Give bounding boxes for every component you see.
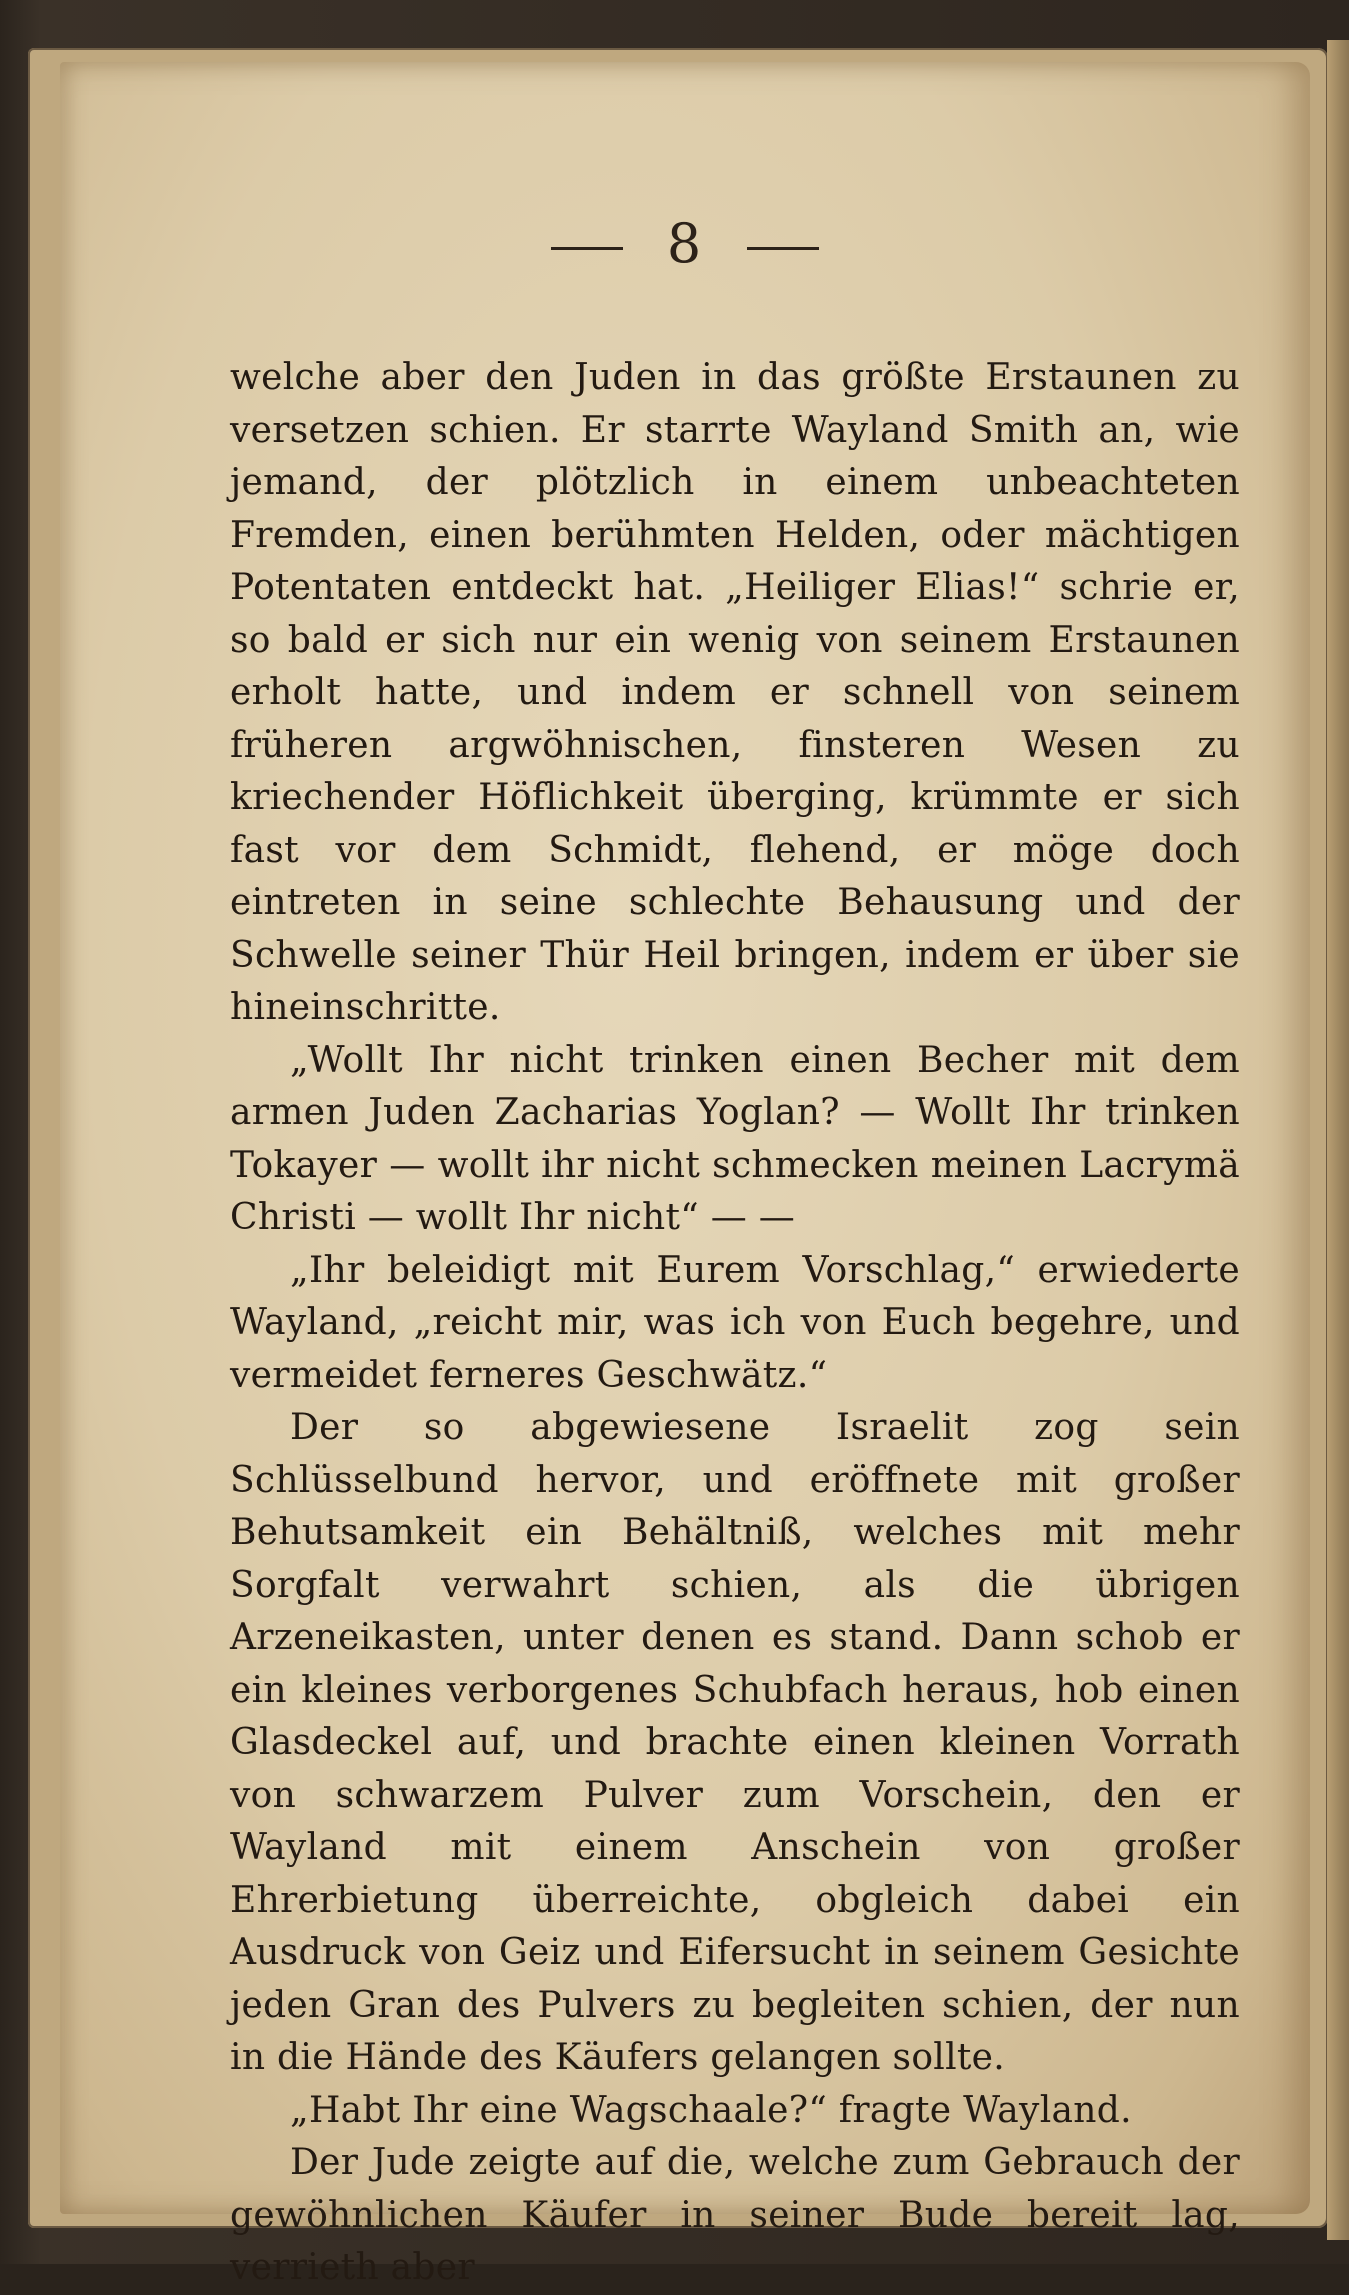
paragraph-6: Der Jude zeigte auf die, welche zum Gebrauch der gewöhnlichen Käufer in seiner Bude bereit lag, verrieth aber <box>230 2142 1240 2288</box>
page-edge <box>1327 40 1349 2240</box>
body-text <box>230 352 1240 2295</box>
paragraph-4: Der so abgewiesene Israelit zog sein Schlüsselbund hervor, und eröffnete mit großer Behutsamkeit ein Behältniß, welches mit mehr Sorgfalt verwahrt schien, als die übrigen Arzeneikasten, unter denen es stand. Dann schob er ein kleines verborgenes Schubfach heraus, hob einen Glasdeckel auf, und brachte einen kleinen Vorrath von schwarzem Pulver zum Vorschein, den er Wayland mit einem Anschein von großer Ehrerbietung überreichte, obgleich dabei ein Ausdruck von Geiz und Eifersucht in seinem Gesichte jeden Gran des Pulvers zu begleiten schien, der nun in die Hände des Käufers gelangen sollte. <box>230 1407 1240 2078</box>
page-header <box>60 212 1310 275</box>
book-page <box>60 62 1310 2288</box>
header-dash-left <box>551 247 623 250</box>
header-dash-right <box>747 247 819 250</box>
page-number: 8 <box>666 212 704 275</box>
paragraph-5: „Habt Ihr eine Wagschaale?“ fragte Wayland. <box>290 2089 1132 2131</box>
paragraph-3: „Ihr beleidigt mit Eurem Vorschlag,“ erwiederte Wayland, „reicht mir, was ich von Euch begehre, und vermeidet ferneres Geschwätz.“ <box>230 1249 1240 1396</box>
paragraph-2: „Wollt Ihr nicht trinken einen Becher mit dem armen Juden Zacharias Yoglan? — Wollt Ihr trinken Tokayer — wollt ihr nicht schmecken meinen Lacrymä Christi — wollt Ihr nicht“ — — <box>230 1039 1240 1238</box>
paragraph-1: welche aber den Juden in das größte Erstaunen zu versetzen schien. Er starrte Wayland Smith an, wie jemand, der plötzlich in einem unbeachteten Fremden, einen berühmten Helden, oder mächtigen Potentaten entdeckt hat. „Heiliger Elias!“ schrie er, so bald er sich nur ein wenig von seinem Erstaunen erholt hatte, und indem er schnell von seinem früheren argwöhnischen, finsteren Wesen zu kriechender Höflichkeit überging, krümmte er sich fast vor dem Schmidt, flehend, er möge doch eintreten in seine schlechte Behausung und der Schwelle seiner Thür Heil bringen, indem er über sie hineinschritte. <box>230 357 1240 1028</box>
